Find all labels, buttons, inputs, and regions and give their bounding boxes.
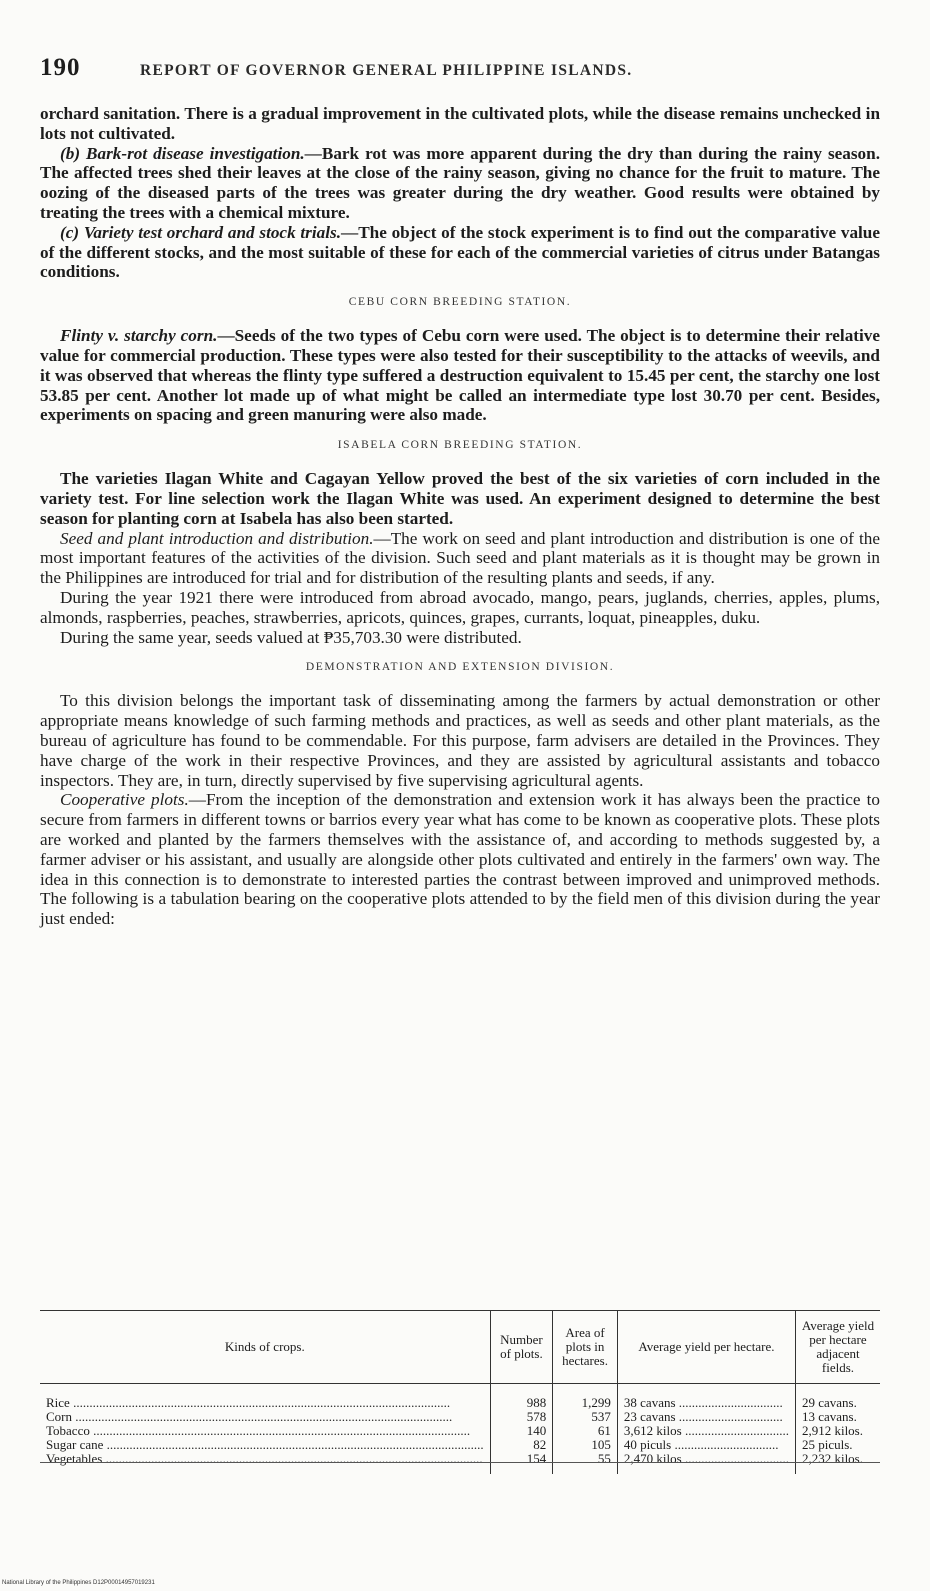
crops-column <box>40 1384 490 1475</box>
plots-column <box>490 1384 553 1475</box>
table-cell: 1,299 <box>581 1395 611 1410</box>
paragraph-text: —From the inception of the demonstration and extension work it has always been the practice to secure from farmers in different towns or barrios every year what has come to be known as cooperative plots. These plots are worked and planted by the farmers themselves with the assistance of, and according to methods suggested by, a farmer adviser or his assistant, and usually are alongside other plots cultivated and entirely in the farmers' own way. The idea in this connection is to demonstrate to interested parties the contrast between improved and unimproved methods. The following is a tabulation bearing on the cooperative plots attended to by the field men of this division during the year just ended: <box>40 790 880 929</box>
paragraph-label: Flinty v. starchy corn. <box>60 326 218 346</box>
table-cell: 82 <box>533 1437 547 1452</box>
running-head <box>40 54 880 84</box>
paragraph-bark-rot <box>40 144 880 223</box>
body-text <box>40 104 880 929</box>
adjacent-yield-column <box>795 1384 880 1475</box>
paragraph-text: —Bark rot was more apparent during the dry than during the rainy season. The affected trees shed their leaves at the close of the rainy season, giving no chance for the fruit to mature. The oozing of the diseased parts of the trees was greater during the dry weather. Good results were obtained by treating the trees with a chemical mixture. <box>40 143 880 222</box>
table-cell: Tobacco ..... <box>46 1424 484 1438</box>
table-cell: 55 <box>597 1451 611 1466</box>
paragraph-cooperative-plots <box>40 790 880 929</box>
page-number: 190 <box>40 54 81 81</box>
table-cell: 13 cavans. <box>801 1409 857 1424</box>
paragraph-variety-test <box>40 223 880 282</box>
column-header: Area of plots in hectares. <box>553 1311 618 1384</box>
cooperative-plots-table <box>40 1310 880 1474</box>
paragraph-seeds-distributed: During the same year, seeds valued at ₱35,703.30 were distributed. <box>60 627 522 647</box>
paragraph-label: (c) Variety test orchard and stock trials. <box>60 222 341 242</box>
table-cell: 3,612 kilos ..... <box>624 1424 789 1438</box>
table-cell: 29 cavans. <box>801 1395 857 1410</box>
table-cell: 2,912 kilos. <box>801 1423 863 1438</box>
table-body-row <box>40 1384 880 1475</box>
column-header: Number of plots. <box>490 1311 553 1384</box>
table-cell: 2,470 kilos ..... <box>624 1452 789 1466</box>
paragraph-introduced-plants: During the year 1921 there were introduced from abroad avocado, mango, pears, juglands, cherries, apples, plums, almonds, raspberries, peaches, strawberries, apricots, quinces, grapes, currants, loquat, pineapples, duku. <box>40 587 880 627</box>
table-cell: 25 piculs. <box>801 1437 853 1452</box>
column-header: Kinds of crops. <box>40 1311 490 1384</box>
table-cell: Vegetables ..... <box>46 1452 484 1466</box>
table-cell: 2,232 kilos. <box>801 1451 863 1466</box>
section-heading-cebu: CEBU CORN BREEDING STATION. <box>348 296 572 309</box>
table-bottom-rule <box>40 1462 880 1463</box>
table-cell: 38 cavans ..... <box>624 1396 789 1410</box>
paragraph-label: Seed and plant introduction and distribution. <box>60 528 374 548</box>
paragraph-demonstration-division: To this division belongs the important task of disseminating among the farmers by actual demonstration or other appropriate means knowledge of such farming methods and practices, as well as seeds and other plant materials, as the bureau of agriculture has found to be commendable. For this purpose, farm advisers are detailed in the Provinces. They have charge of the work in their respective Provinces, and they are assisted by agricultural assistants and tobacco inspectors. They are, in turn, directly supervised by five supervising agricultural agents. <box>40 691 880 790</box>
scan-footer: National Library of the Philippines D12P00014957019231 <box>2 1580 155 1586</box>
paragraph-label: Cooperative plots. <box>60 790 189 810</box>
column-header: Average yield per hectare adjacent fields. <box>795 1311 880 1384</box>
section-heading-demonstration: DEMONSTRATION AND EXTENSION DIVISION. <box>305 661 615 674</box>
table-cell: 578 <box>526 1409 547 1424</box>
table-cell: 988 <box>526 1395 547 1410</box>
section-heading-isabela: ISABELA CORN BREEDING STATION. <box>337 439 583 452</box>
table-cell: Corn ..... <box>46 1410 484 1424</box>
paragraph-orchard-sanitation: orchard sanitation. There is a gradual improvement in the cultivated plots, while the disease remains unchecked in lots not cultivated. <box>40 104 880 143</box>
paragraph-flinty-starchy <box>40 326 880 425</box>
column-header: Average yield per hectare. <box>617 1311 795 1384</box>
paragraph-text: —Seeds of the two types of Cebu corn were used. The object is to determine their relative value for commercial production. These types were also tested for their susceptibility to the attacks of weevils, and it was observed that whereas the flinty type suffered a destruction equivalent to 15.45 per cent, the starchy one lost 53.85 per cent. Another lot made up of what might be called an intermediate type lost 30.70 per cent. Besides, experiments on spacing and green manuring were also made. <box>40 326 881 425</box>
table-header-row <box>40 1311 880 1384</box>
table-cell: 23 cavans ..... <box>624 1410 789 1424</box>
area-column <box>553 1384 618 1475</box>
table-cell: 61 <box>597 1423 611 1438</box>
table-cell: 537 <box>591 1409 611 1424</box>
paragraph-seed-introduction <box>40 529 880 588</box>
paragraph-isabela-varieties: The varieties Ilagan White and Cagayan Yellow proved the best of the six varieties of corn included in the variety test. For line selection work the Ilagan White was used. An experiment designed to determine the best season for planting corn at Isabela has also been started. <box>40 469 880 528</box>
running-title: REPORT OF GOVERNOR GENERAL PHILIPPINE ISLANDS. <box>140 62 633 79</box>
table-cell: 40 piculs ..... <box>624 1438 789 1452</box>
table-cell: 154 <box>526 1451 547 1466</box>
paragraph-text: —The work on seed and plant introduction and distribution is one of the most important features of the activities of the division. Such seed and plant materials as it is thought may be grown in the Philippines are introduced for trial and for distribution of the resulting plants and seeds, if any. <box>40 528 881 588</box>
table-cell: Sugar cane ..... <box>46 1438 484 1452</box>
paragraph-label: (b) Bark-rot disease investigation. <box>60 143 305 163</box>
table-cell: 105 <box>591 1437 611 1452</box>
table-cell: 140 <box>526 1423 547 1438</box>
yield-column <box>617 1384 795 1475</box>
paragraph-text: —The object of the stock experiment is to find out the comparative value of the different stocks, and the most suitable of these for each of the commercial varieties of citrus under Batangas conditions. <box>40 222 880 282</box>
table-cell: Rice ..... <box>46 1396 484 1410</box>
